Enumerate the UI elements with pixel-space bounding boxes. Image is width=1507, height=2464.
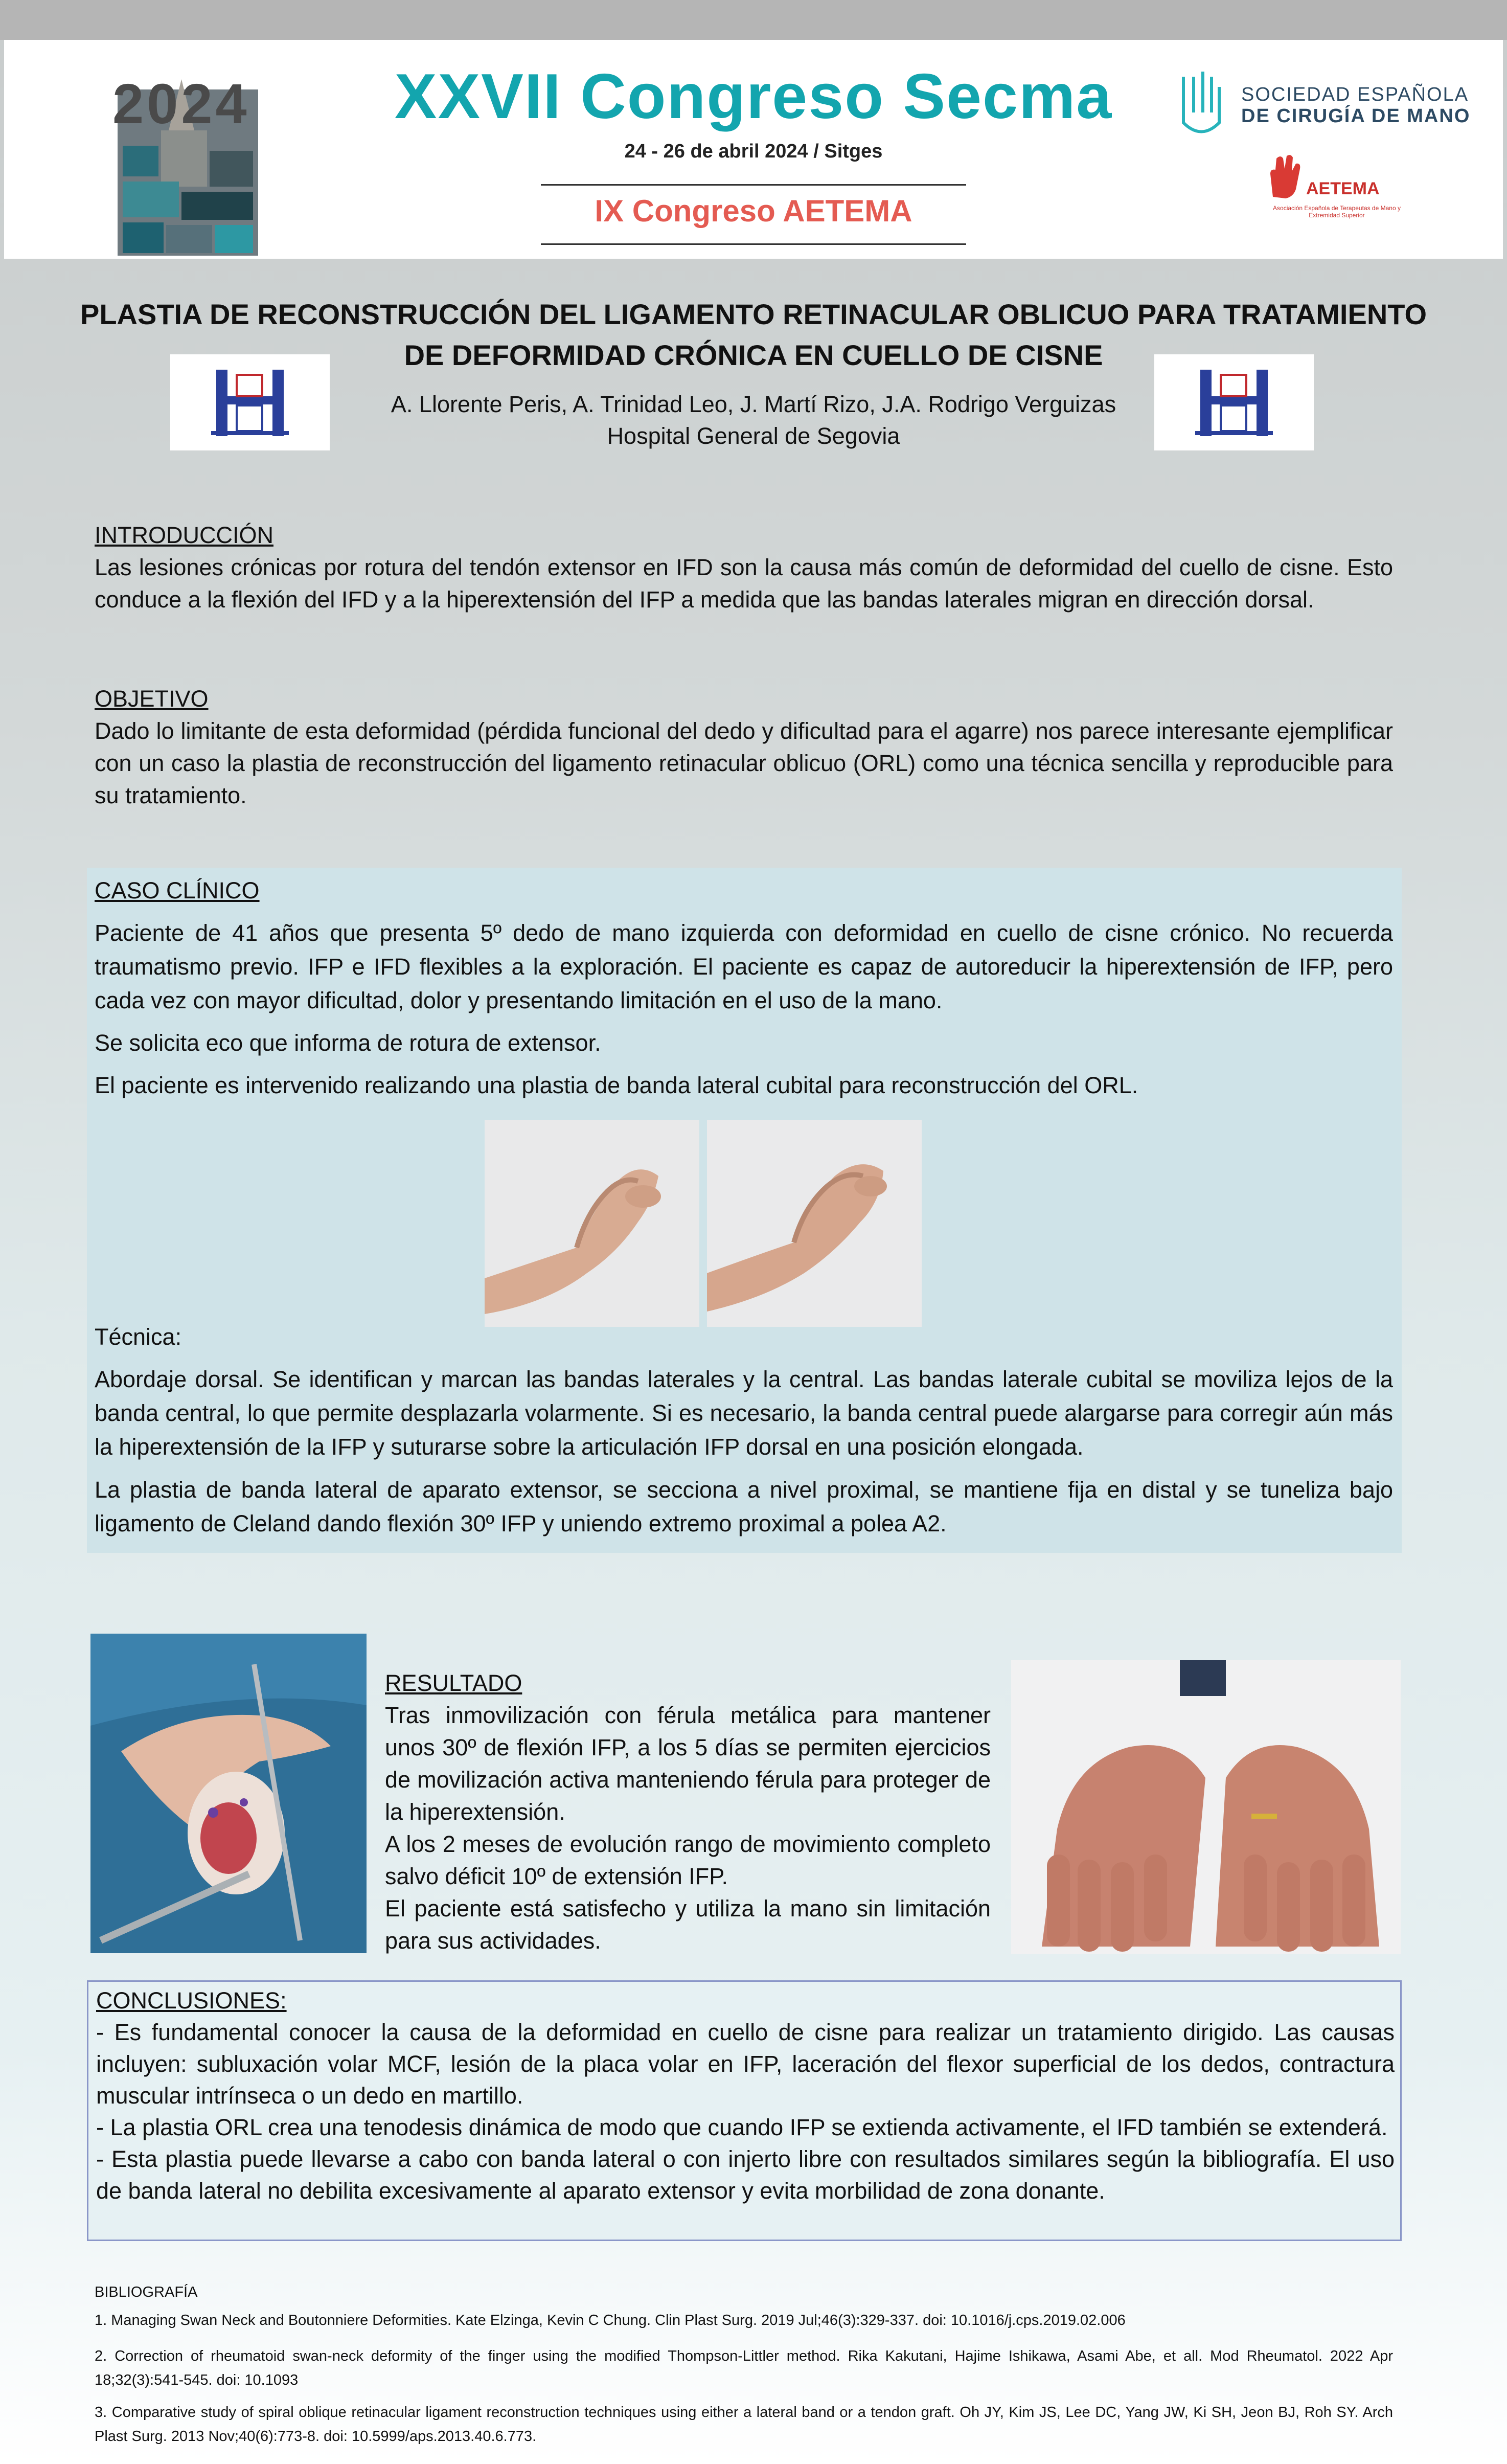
- reference-1: 1. Managing Swan Neck and Boutonniere Deformities. Kate Elzinga, Kevin C Chung. Clin Plast Surg. 2019 Jul;46(3):329-337. doi: 10.1016/j.cps.2019.02.006: [95, 2312, 1126, 2329]
- preop-hand-photo-2: [707, 1120, 922, 1327]
- result-paragraph-3: El paciente está satisfecho y utiliza la mano sin limitación para sus actividades.: [385, 1895, 991, 1954]
- secm-hand-logo: [1173, 66, 1229, 143]
- aetema-hand-icon: [1265, 153, 1304, 199]
- case-paragraph-2: Se solicita eco que informa de rotura de extensor.: [95, 1030, 601, 1056]
- result-paragraph-2: A los 2 meses de evolución rango de movimiento completo salvo déficit 10º de extensión IFP.: [385, 1831, 991, 1889]
- objective-heading: OBJETIVO: [95, 686, 209, 712]
- objective-text: Dado lo limitante de esta deformidad (pérdida funcional del dedo y dificultad para el agarre) nos parece interesante ejemplificar con un caso la plastia de reconstrucción del ligamento retinacular oblicuo (ORL) como una técnica sencilla y reproducible para su tratamiento.: [95, 718, 1393, 808]
- case-paragraph-3: El paciente es intervenido realizando una plastia de banda lateral cubital para reconstrucción del ORL.: [95, 1072, 1138, 1098]
- bibliography-heading: BIBLIOGRAFÍA: [95, 2284, 198, 2300]
- sub-congress-title: IX Congreso AETEMA: [595, 194, 912, 228]
- reference-3: 3. Comparative study of spiral oblique retinacular ligament reconstruction techniques using either a lateral band or a tendon graft. Oh JY, Kim JS, Lee DC, Yang JW, Ki SH, Jeon BJ, Roh SY. Arch Plast Surg. 2013 Nov;40(6):773-8. doi: 10.5999/aps.2013.40.6.773.: [95, 2404, 1393, 2445]
- intro-section: [95, 519, 1393, 616]
- result-heading: RESULTADO: [385, 1670, 522, 1696]
- conclusions-body: [96, 1985, 1395, 2207]
- objective-section: [95, 683, 1393, 811]
- surgery-photo: [90, 1634, 367, 1953]
- conclusion-2: - La plastia ORL crea una tenodesis dinámica de modo que cuando IFP se extienda activamente, el IFD también se extenderá.: [96, 2114, 1388, 2140]
- case-heading: CASO CLÍNICO: [95, 877, 260, 903]
- top-bar: [0, 0, 1507, 40]
- conclusions-section: [87, 1980, 1402, 2241]
- authors-block: [0, 389, 1507, 452]
- divider-top: [541, 184, 966, 186]
- case-paragraph-5: La plastia de banda lateral de aparato extensor, se secciona a nivel proximal, se mantiene fija en distal y se tuneliza bajo ligamento de Cleland dando flexión 30º IFP y uniendo extremo proximal a polea A2.: [95, 1477, 1393, 1536]
- preop-hand-photo-1: [485, 1120, 699, 1327]
- year-label: 2024: [112, 73, 250, 135]
- reference-2: 2. Correction of rheumatoid swan-neck deformity of the finger using the modified Thompson-Littler method. Rika Kakutani, Hajime Ishikawa, Asami Abe, et all. Mod Rheumatol. 2022 Apr 18;32(3):541-545. doi: 10.1093: [95, 2348, 1393, 2388]
- intro-heading: INTRODUCCIÓN: [95, 522, 273, 548]
- conclusion-3: - Esta plastia puede llevarse a cabo con banda lateral o con injerto libre con resultados similares según la bibliografía. El uso de banda lateral no debilita excesivamente al aparato extensor y evita morbilidad de zona donante.: [96, 2146, 1395, 2204]
- divider-bottom: [541, 243, 966, 245]
- secm-society-name: [1241, 84, 1470, 127]
- case-paragraph-1: Paciente de 41 años que presenta 5º dedo de mano izquierda con deformidad en cuello de cisne crónico. No recuerda traumatismo previo. IFP e IFD flexibles a la exploración. El paciente es capaz de autoreducir la hiperextensión de IFP, pero cada vez con mayor dificultad, dolor y presentando limitación en el uso de la mano.: [95, 920, 1393, 1013]
- secm-line2: DE CIRUGÍA DE MANO: [1241, 105, 1471, 127]
- postop-hands-photo: [1011, 1660, 1401, 1954]
- case-paragraph-4: Abordaje dorsal. Se identifican y marcan las bandas laterales y la central. Las bandas laterale cubital se moviliza lejos de la banda central, lo que permite desplazarla volarmente. Si es necesario, la banda central puede alargarse para corregir aún más la hiperextensión de la IFP y suturarse sobre la articulación IFP dorsal en una posición elongada.: [95, 1366, 1393, 1460]
- congress-title: XXVII Congreso Secma: [394, 61, 1113, 132]
- institution: Hospital General de Segovia: [607, 423, 900, 449]
- title-line1: PLASTIA DE RECONSTRUCCIÓN DEL LIGAMENTO RETINACULAR OBLICUO PARA TRATAMIENTO: [80, 298, 1427, 330]
- result-paragraph-1: Tras inmovilización con férula metálica para mantener unos 30º de flexión IFP, a los 5 días se permiten ejercicios de movilización activa manteniendo férula para proteger de la hiperextensión.: [385, 1702, 991, 1825]
- aetema-name: AETEMA: [1306, 179, 1380, 198]
- aetema-subtitle: Asociación Española de Terapeutas de Mano y Extremidad Superior: [1273, 205, 1401, 219]
- result-section: [385, 1667, 991, 1957]
- case-section: [87, 868, 1402, 1553]
- title-line2: DE DEFORMIDAD CRÓNICA EN CUELLO DE CISNE: [404, 339, 1103, 371]
- conclusions-heading: CONCLUSIONES:: [96, 1987, 287, 2014]
- authors: A. Llorente Peris, A. Trinidad Leo, J. Martí Rizo, J.A. Rodrigo Verguizas: [391, 391, 1116, 417]
- congress-dates: 24 - 26 de abril 2024 / Sitges: [624, 141, 883, 162]
- conclusion-1: - Es fundamental conocer la causa de la deformidad en cuello de cisne para realizar un tratamiento dirigido. Las causas incluyen: subluxación volar MCF, lesión de la placa volar en IFP, laceración del flexor superficial de los dedos, contractura muscular intrínseca o un dedo en martillo.: [96, 2019, 1395, 2109]
- technique-label: Técnica:: [95, 1324, 182, 1350]
- secm-line1: SOCIEDAD ESPAÑOLA: [1241, 84, 1469, 105]
- intro-text: Las lesiones crónicas por rotura del tendón extensor en IFD son la causa más común de deformidad del cuello de cisne. Esto conduce a la flexión del IFD y a la hiperextensión del IFP a medida que las bandas laterales migran en dirección dorsal.: [95, 554, 1393, 613]
